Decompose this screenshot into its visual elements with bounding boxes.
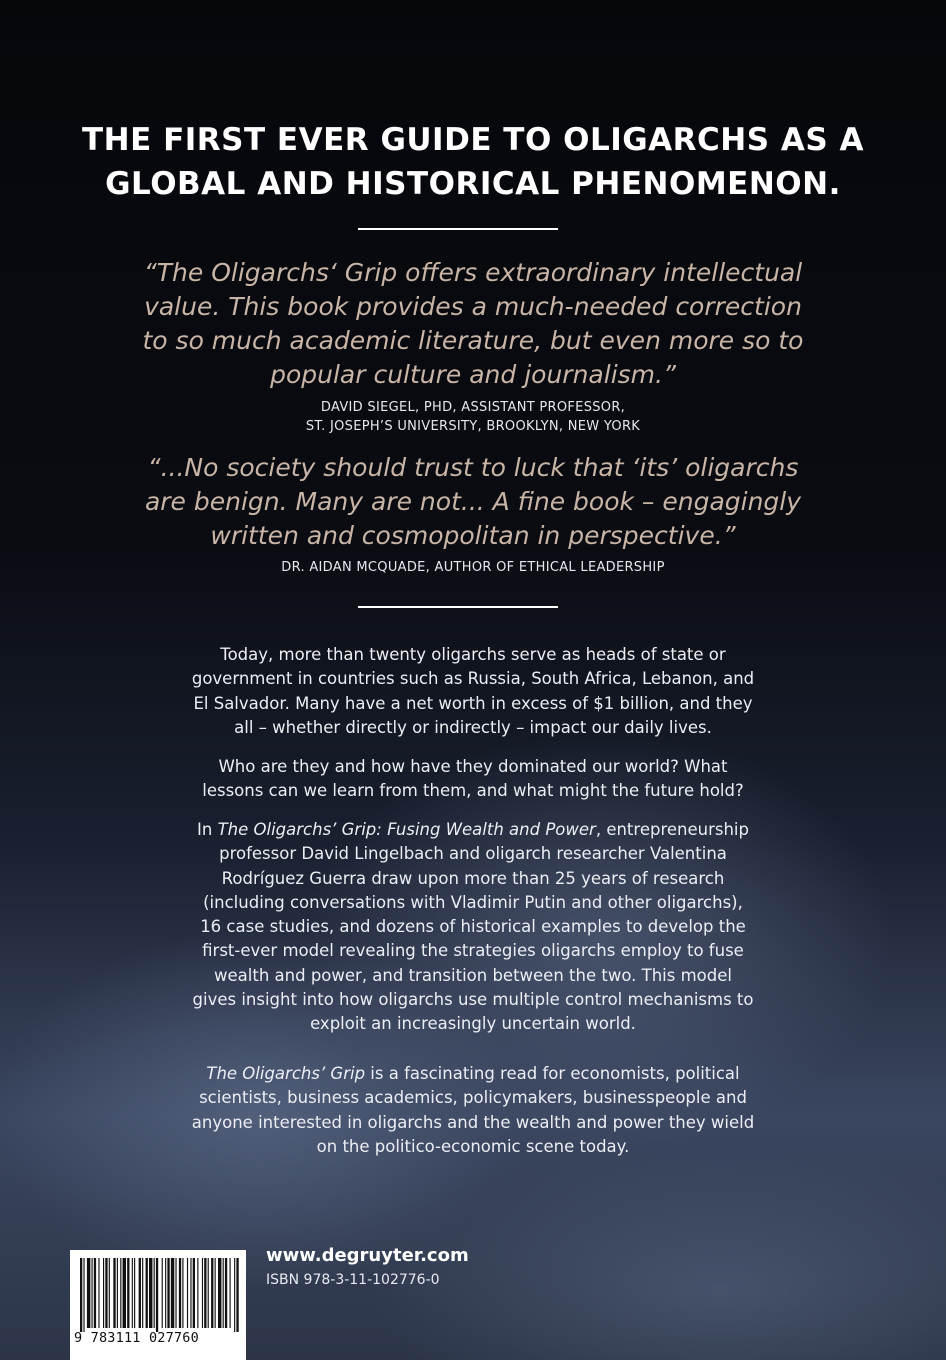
quote-line: are benign. Many are not... A fine book – engagingly <box>144 487 802 516</box>
barcode-bar <box>156 1258 158 1332</box>
barcode-bar <box>230 1258 231 1328</box>
description-line: exploit an increasingly uncertain world. <box>310 1014 636 1034</box>
description-line: all – whether directly or indirectly – impact our daily lives. <box>234 717 712 737</box>
barcode-bar <box>193 1258 195 1328</box>
barcode-bar <box>123 1258 126 1328</box>
barcode-bar <box>190 1258 191 1328</box>
barcode-bar <box>218 1258 221 1328</box>
headline-line: THE FIRST EVER GUIDE TO OLIGARCHS AS A <box>82 122 864 158</box>
book-title: The Oligarchs’ Grip <box>206 1064 366 1083</box>
quote-line: written and cosmopolitan in perspective.” <box>210 521 736 550</box>
quote-line: “...No society should trust to luck that ‘its’ oligarchs <box>147 453 799 482</box>
description-line: gives insight into how oligarchs use multiple control mechanisms to <box>192 990 754 1010</box>
quote-line: to so much academic literature, but even more so to <box>142 326 804 355</box>
barcode-bar <box>94 1258 96 1328</box>
description-line: wealth and power, and transition between the two. This model <box>214 965 732 985</box>
barcode-bar <box>146 1258 148 1328</box>
barcode-bar <box>171 1258 174 1328</box>
barcode-bar <box>120 1258 121 1328</box>
isbn-number: ISBN 978-3-11-102776-0 <box>266 1272 440 1288</box>
barcode-bar <box>109 1258 110 1328</box>
quote-1-attribution <box>0 398 946 436</box>
description-line: on the politico-economic scene today. <box>316 1136 630 1156</box>
attribution-line: DR. AIDAN MCQUADE, AUTHOR OF ETHICAL LEADERSHIP <box>281 560 665 575</box>
barcode-number: 9 783111 027760 <box>74 1330 199 1346</box>
barcode-bar <box>236 1258 238 1332</box>
barcode-bar <box>105 1258 107 1328</box>
barcode-bar <box>154 1258 155 1328</box>
barcode-bar <box>202 1258 203 1328</box>
description-line: first-ever model revealing the strategies oligarchs employ to fuse <box>202 941 744 961</box>
barcode-bar <box>134 1258 135 1328</box>
description-line: (including conversations with Vladimir Putin and other oligarchs), <box>203 892 743 912</box>
text-run: , entrepreneurship <box>595 820 749 839</box>
barcode-bar <box>103 1258 104 1328</box>
barcode-bars <box>70 1250 246 1332</box>
barcode-bar <box>142 1258 143 1328</box>
barcode <box>70 1250 246 1360</box>
barcode-bar <box>113 1258 115 1328</box>
book-title: The Oligarchs’ Grip: Fusing Wealth and Power <box>217 820 596 839</box>
barcode-bar <box>215 1258 216 1328</box>
publisher-website-link[interactable]: www.degruyter.com <box>266 1245 469 1266</box>
description-line: professor David Lingelbach and oligarch researcher Valentina <box>219 844 727 864</box>
attribution-line: ST. JOSEPH’S UNIVERSITY, BROOKLYN, NEW YORK <box>305 419 641 434</box>
barcode-bar <box>234 1258 235 1332</box>
description-line: Rodríguez Guerra draw upon more than 25 years of research <box>221 868 725 888</box>
description-line: Today, more than twenty oligarchs serve as heads of state or <box>220 645 726 664</box>
barcode-bar <box>204 1258 206 1328</box>
barcode-bar <box>223 1258 224 1328</box>
barcode-bar <box>127 1258 129 1328</box>
description-paragraph-2 <box>0 755 946 804</box>
description-line: El Salvador. Many have a net worth in excess of $1 billion, and they <box>193 693 753 713</box>
quote-line: value. This book provides a much-needed correction <box>144 292 802 321</box>
description-paragraph-3 <box>0 818 946 1037</box>
description-line: 16 case studies, and dozens of historical examples to develop the <box>200 917 746 937</box>
barcode-bar <box>197 1258 198 1328</box>
barcode-bar <box>182 1258 183 1328</box>
headline <box>0 118 946 206</box>
attribution-line: DAVID SIEGEL, PHD, ASSISTANT PROFESSOR, <box>320 400 626 415</box>
barcode-bar <box>87 1258 90 1328</box>
quote-line: popular culture and journalism.” <box>270 360 676 389</box>
barcode-bar <box>149 1258 152 1328</box>
barcode-bar <box>80 1258 82 1332</box>
quote-2-attribution <box>0 558 946 577</box>
description-line: Who are they and how have they dominated our world? What <box>218 757 728 776</box>
barcode-bar <box>167 1258 169 1328</box>
barcode-bar <box>211 1258 213 1328</box>
barcode-bar <box>132 1258 133 1328</box>
description-line: scientists, business academics, policymakers, businesspeople and <box>199 1088 747 1108</box>
barcode-bar <box>179 1258 181 1328</box>
description-line: anyone interested in oligarchs and the wealth and power they wield <box>191 1112 755 1132</box>
quote-1 <box>0 256 946 392</box>
barcode-bar <box>175 1258 176 1328</box>
text-run: is a fascinating read for economists, political <box>365 1064 740 1083</box>
description-line <box>0 818 946 842</box>
barcode-bar <box>165 1258 166 1328</box>
barcode-bar <box>208 1258 209 1328</box>
barcode-bar <box>139 1258 141 1328</box>
barcode-bar <box>83 1258 84 1332</box>
divider-top <box>358 228 558 230</box>
headline-line: GLOBAL AND HISTORICAL PHENOMENON. <box>105 166 841 202</box>
barcode-bar <box>98 1258 99 1328</box>
quote-2 <box>0 451 946 553</box>
description-paragraph-1 <box>0 643 946 740</box>
barcode-bar <box>117 1258 118 1328</box>
quote-line: “The Oligarchs‘ Grip offers extraordinary intellectual <box>143 258 803 287</box>
divider-bottom <box>358 606 558 608</box>
description-line <box>0 1062 946 1086</box>
barcode-bar <box>162 1258 163 1328</box>
barcode-bar <box>92 1258 93 1328</box>
description-line: government in countries such as Russia, South Africa, Lebanon, and <box>191 669 755 689</box>
barcode-bar <box>225 1258 227 1328</box>
description-paragraph-4 <box>0 1062 946 1159</box>
text-run: In <box>197 820 218 839</box>
description-line: lessons can we learn from them, and what might the future hold? <box>202 781 744 801</box>
barcode-bar <box>187 1258 188 1328</box>
